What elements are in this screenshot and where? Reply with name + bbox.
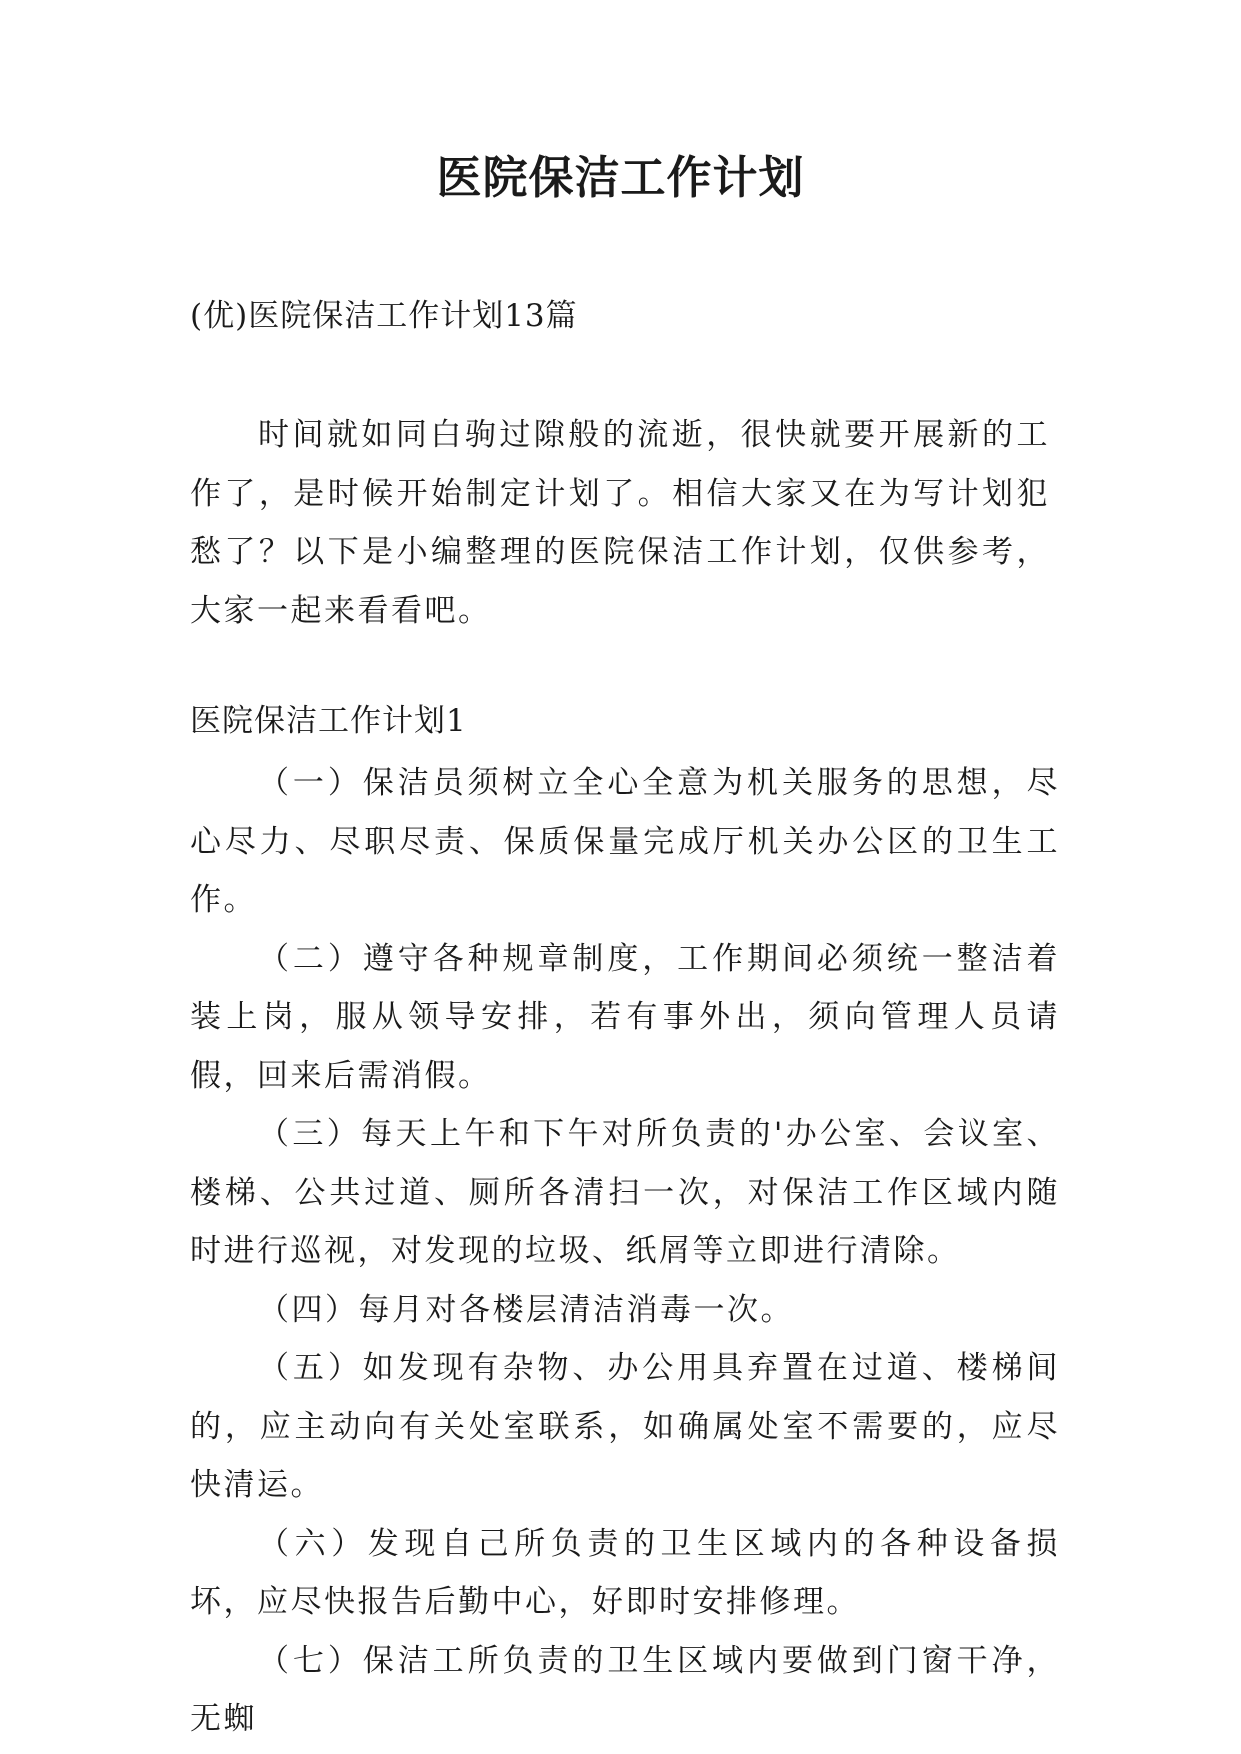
- plan-item-2: （二）遵守各种规章制度，工作期间必须统一整洁着装上岗，服从领导安排，若有事外出，须向管理人员请假，回来后需消假。: [190, 940, 1060, 1094]
- plan-item-3: （三）每天上午和下午对所负责的'办公室、会议室、楼梯、公共过道、厕所各清扫一次，对保洁工作区域内随时进行巡视，对发现的垃圾、纸屑等立即进行清除。: [190, 1116, 1060, 1269]
- plan-item-6: （六）发现自己所负责的卫生区域内的各种设备损坏，应尽快报告后勤中心，好即时安排修理。: [190, 1525, 1060, 1620]
- document-title: 医院保洁工作计划: [436, 151, 805, 204]
- plan-item-4: （四）每月对各楼层清洁消毒一次。: [258, 1291, 794, 1328]
- section-heading: 医院保洁工作计划1: [190, 703, 467, 739]
- intro-paragraph: 时间就如同白驹过隙般的流逝，很快就要开展新的工作了，是时候开始制定计划了。相信大家又在为写计划犯愁了？以下是小编整理的医院保洁工作计划，仅供参考，大家一起来看看吧。: [190, 417, 1050, 629]
- plan-item-7: （七）保洁工所负责的卫生区域内要做到门窗干净，无蜘: [190, 1642, 1060, 1737]
- plan-item-1: （一）保洁员须树立全心全意为机关服务的思想，尽心尽力、尽职尽责、保质保量完成厅机关办公区的卫生工作。: [190, 765, 1060, 918]
- document-subtitle: (优)医院保洁工作计划13篇: [190, 298, 578, 334]
- plan-item-5: （五）如发现有杂物、办公用具弃置在过道、楼梯间的，应主动向有关处室联系，如确属处室不需要的，应尽快清运。: [190, 1350, 1060, 1503]
- plan-items: [190, 754, 1060, 1749]
